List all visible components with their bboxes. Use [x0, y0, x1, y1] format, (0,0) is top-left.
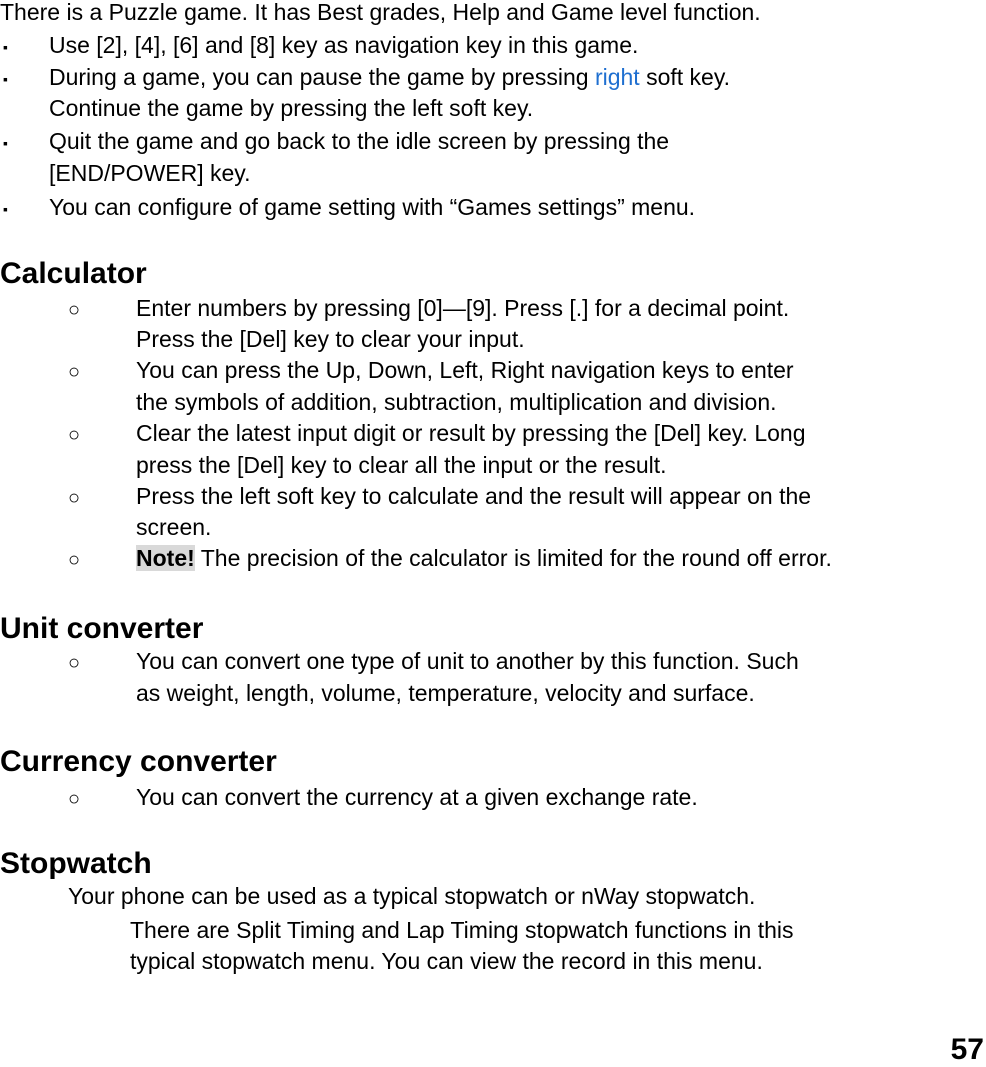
- calculator-item-1-line2: Press the [Del] key to clear your input.: [136, 326, 525, 352]
- puzzle-bullet-2: During a game, you can pause the game by pressing right soft key.: [49, 64, 731, 90]
- page-number: 57: [950, 1033, 984, 1066]
- currency-converter-line1: You can convert the currency at a given exchange rate.: [136, 784, 698, 810]
- stopwatch-heading: Stopwatch: [0, 847, 152, 880]
- bullet-marker: ▪: [3, 71, 8, 87]
- puzzle-bullet-2-line2: Continue the game by pressing the left soft key.: [49, 95, 534, 121]
- puzzle-bullet-1: Use [2], [4], [6] and [8] key as navigation key in this game.: [49, 32, 639, 58]
- circle-marker: ○: [68, 652, 81, 674]
- calculator-item-3: Clear the latest input digit or result by pressing the [Del] key. Long: [136, 420, 806, 446]
- calculator-item-3-line2: press the [Del] key to clear all the input or the result.: [136, 452, 667, 478]
- calculator-item-4: Press the left soft key to calculate and the result will appear on the: [136, 483, 812, 509]
- intro-text: There is a Puzzle game. It has Best grades, Help and Game level function.: [0, 0, 761, 25]
- puzzle-bullet-3-line2: [END/POWER] key.: [49, 160, 251, 186]
- calculator-item-2-line2: the symbols of addition, subtraction, multiplication and division.: [136, 389, 777, 415]
- unit-converter-line1: You can convert one type of unit to another by this function. Such: [136, 648, 799, 674]
- circle-marker: ○: [68, 487, 81, 509]
- bullet-marker: ▪: [3, 39, 8, 55]
- note-label: Note!: [136, 545, 195, 571]
- bullet-marker: ▪: [3, 201, 8, 217]
- bullet-marker: ▪: [3, 135, 8, 151]
- stopwatch-line2: There are Split Timing and Lap Timing stopwatch functions in this: [130, 917, 794, 943]
- calculator-item-1: Enter numbers by pressing [0]—[9]. Press [.] for a decimal point.: [136, 295, 790, 321]
- right-highlight: right: [594, 64, 640, 90]
- circle-marker: ○: [68, 424, 81, 446]
- calculator-note: Note! The precision of the calculator is limited for the round off error.: [136, 545, 832, 571]
- circle-marker: ○: [68, 361, 81, 383]
- unit-converter-line2: as weight, length, volume, temperature, velocity and surface.: [136, 680, 755, 706]
- calculator-item-2: You can press the Up, Down, Left, Right navigation keys to enter: [136, 357, 794, 383]
- puzzle-bullet-4: You can configure of game setting with “Games settings” menu.: [49, 194, 696, 220]
- puzzle-bullet-3: Quit the game and go back to the idle screen by pressing the: [49, 128, 670, 154]
- unit-converter-heading: Unit converter: [0, 612, 204, 645]
- currency-converter-heading: Currency converter: [0, 745, 277, 778]
- calculator-item-4-line2: screen.: [136, 514, 212, 540]
- circle-marker: ○: [68, 299, 81, 321]
- calculator-heading: Calculator: [0, 257, 147, 290]
- circle-marker: ○: [68, 788, 81, 810]
- stopwatch-line1: Your phone can be used as a typical stopwatch or nWay stopwatch.: [68, 883, 756, 909]
- circle-marker: ○: [68, 549, 81, 571]
- stopwatch-line3: typical stopwatch menu. You can view the record in this menu.: [130, 948, 763, 974]
